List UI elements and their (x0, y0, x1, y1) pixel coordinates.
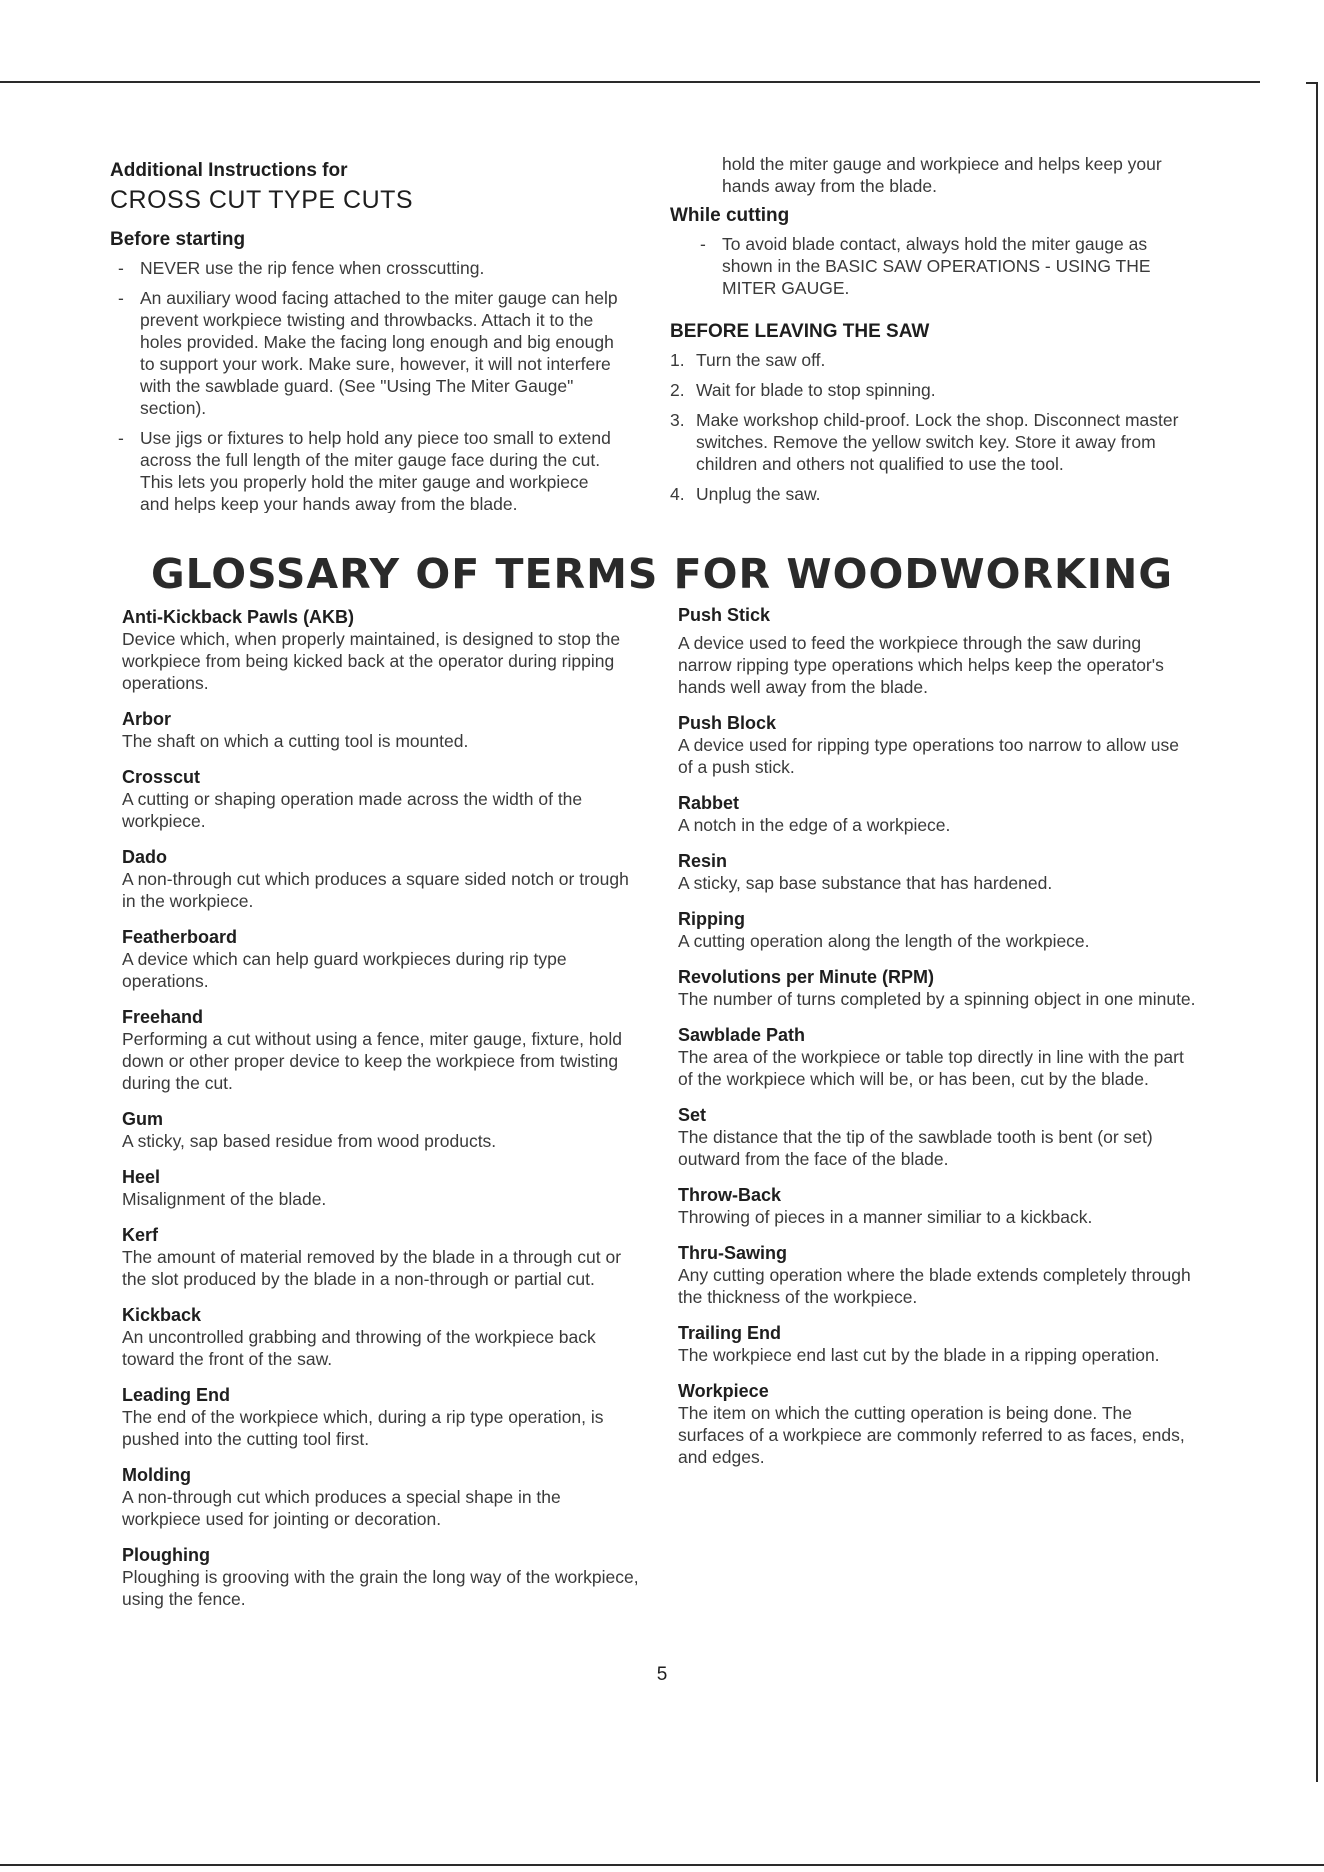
glossary-right-column (678, 604, 1198, 1482)
bottom-rule (0, 1864, 1324, 1866)
term-definition: The distance that the tip of the sawblade tooth is bent (or set) outward from the face of the blade. (678, 1127, 1153, 1169)
step-number: 1. (670, 350, 685, 370)
term-name: Workpiece (678, 1381, 769, 1401)
glossary-term (122, 926, 642, 992)
term-name: Ripping (678, 909, 745, 929)
term-name: Thru-Sawing (678, 1243, 787, 1263)
term-definition: The end of the workpiece which, during a rip type operation, is pushed into the cutting tool first. (122, 1407, 604, 1449)
glossary-term (678, 1104, 1198, 1170)
glossary-term (122, 1384, 642, 1450)
step-number: 3. (670, 410, 685, 430)
while-cutting-list (692, 233, 1190, 299)
glossary-term (678, 604, 1198, 698)
term-name: Crosscut (122, 767, 201, 787)
term-name: Heel (122, 1167, 161, 1187)
right-rule (1316, 82, 1318, 1782)
step-item (670, 409, 1190, 475)
glossary-title: GLOSSARY OF TERMS FOR WOODWORKING (150, 550, 1173, 598)
glossary-term (122, 1006, 642, 1094)
term-name: Freehand (122, 1007, 204, 1027)
step-text: Turn the saw off. (696, 350, 826, 370)
step-number: 4. (670, 484, 685, 504)
before-starting-item: - NEVER use the rip fence when crosscutting. (110, 257, 620, 279)
glossary-term (122, 1108, 642, 1152)
term-definition: A sticky, sap base substance that has hardened. (678, 873, 1053, 893)
term-definition: A device used to feed the workpiece through the saw during narrow ripping type operations which helps keep the operator's hands well away from the blade. (678, 633, 1164, 697)
term-definition: The workpiece end last cut by the blade in a ripping operation. (678, 1345, 1160, 1365)
term-definition: Device which, when properly maintained, is designed to stop the workpiece from being kicked back at the operator during ripping operations. (122, 629, 621, 693)
step-item (670, 349, 1190, 371)
term-name: Leading End (122, 1385, 230, 1405)
term-definition: The number of turns completed by a spinning object in one minute. (678, 989, 1196, 1009)
step-item (670, 379, 1190, 401)
glossary-term (678, 712, 1198, 778)
term-definition: Misalignment of the blade. (122, 1189, 327, 1209)
glossary-left-column (122, 606, 642, 1624)
glossary-term (122, 1166, 642, 1210)
term-name: Arbor (122, 709, 171, 729)
term-definition: A cutting operation along the length of the workpiece. (678, 931, 1090, 951)
term-definition: The item on which the cutting operation is being done. The surfaces of a workpiece are commonly referred to as faces, ends, and edges. (678, 1403, 1185, 1467)
term-definition: Throwing of pieces in a manner similiar to a kickback. (678, 1207, 1093, 1227)
step-item (670, 483, 1190, 505)
step-text: Wait for blade to stop spinning. (696, 380, 936, 400)
term-definition: A non-through cut which produces a square sided notch or trough in the workpiece. (122, 869, 629, 911)
page-number: 5 (656, 1664, 668, 1685)
term-definition: A non-through cut which produces a special shape in the workpiece used for jointing or decoration. (122, 1487, 561, 1529)
term-name: Set (678, 1105, 707, 1125)
term-definition: A device used for ripping type operations too narrow to allow use of a push stick. (678, 735, 1179, 777)
glossary-term (122, 1224, 642, 1290)
glossary-term (678, 1024, 1198, 1090)
term-definition: Performing a cut without using a fence, miter gauge, fixture, hold down or other proper device to keep the workpiece from twisting during the cut. (122, 1029, 622, 1093)
glossary-term (122, 846, 642, 912)
glossary-term (678, 908, 1198, 952)
glossary-term (678, 1242, 1198, 1308)
term-definition: A notch in the edge of a workpiece. (678, 815, 951, 835)
term-name: Resin (678, 851, 728, 871)
term-name: Molding (122, 1465, 191, 1485)
before-starting-list (110, 257, 620, 513)
top-rule (0, 81, 1260, 83)
glossary-term (678, 792, 1198, 836)
term-name: Rabbet (678, 793, 740, 813)
term-name: Ploughing (122, 1545, 210, 1565)
term-name: Anti-Kickback Pawls (AKB) (122, 607, 355, 627)
term-definition: A device which can help guard workpieces during rip type operations. (122, 949, 567, 991)
glossary-term (678, 1184, 1198, 1228)
glossary-term (122, 766, 642, 832)
term-definition: Ploughing is grooving with the grain the long way of the workpiece, using the fence. (122, 1567, 639, 1609)
jigs-continuation: hold the miter gauge and workpiece and helps keep your hands away from the blade. (722, 154, 1162, 196)
term-name: Dado (122, 847, 167, 867)
before-starting-item: - Use jigs or fixtures to help hold any piece too small to extend across the full length of the miter gauge face during the cut. This lets you properly hold the miter gauge and workpiece and helps keep your hands away from the blade. (110, 427, 620, 513)
glossary-term (678, 1380, 1198, 1468)
term-name: Gum (122, 1109, 164, 1129)
glossary-term (122, 1304, 642, 1370)
before-starting-item: - An auxiliary wood facing attached to the miter gauge can help prevent workpiece twisting and throwbacks. Attach it to the holes provided. Make the facing long enough and big enough to support your work. Make sure, however, it will not interfere with the sawblade guard. (See "Using The Miter Gauge" section). (110, 287, 620, 419)
crosscut-right-column (670, 153, 1190, 513)
term-definition: The shaft on which a cutting tool is mounted. (122, 731, 469, 751)
term-definition: A cutting or shaping operation made across the width of the workpiece. (122, 789, 583, 831)
before-starting-heading: Before starting (110, 229, 246, 250)
term-definition: The area of the workpiece or table top directly in line with the part of the workpiece which will be, or has been, cut by the blade. (678, 1047, 1184, 1089)
glossary-term (678, 966, 1198, 1010)
term-name: Throw-Back (678, 1185, 782, 1205)
before-leaving-heading: BEFORE LEAVING THE SAW (670, 321, 930, 342)
term-name: Featherboard (122, 927, 238, 947)
term-definition: An uncontrolled grabbing and throwing of the workpiece back toward the front of the saw. (122, 1327, 596, 1369)
glossary-term (678, 850, 1198, 894)
glossary-term (122, 1544, 642, 1610)
term-name: Kerf (122, 1225, 159, 1245)
term-name: Trailing End (678, 1323, 782, 1343)
term-name: Push Stick (678, 605, 771, 625)
term-name: Kickback (122, 1305, 202, 1325)
term-definition: The amount of material removed by the blade in a through cut or the slot produced by the blade in a non-through or partial cut. (122, 1247, 622, 1289)
term-name: Push Block (678, 713, 777, 733)
term-definition: Any cutting operation where the blade extends completely through the thickness of the workpiece. (678, 1265, 1191, 1307)
step-text: Unplug the saw. (696, 484, 821, 504)
glossary-term (122, 708, 642, 752)
while-cutting-item: - To avoid blade contact, always hold the miter gauge as shown in the BASIC SAW OPERATIONS - USING THE MITER GAUGE. (692, 233, 1190, 299)
step-number: 2. (670, 380, 685, 400)
term-name: Sawblade Path (678, 1025, 806, 1045)
crosscut-heading: CROSS CUT TYPE CUTS (110, 186, 414, 214)
glossary-term (122, 1464, 642, 1530)
term-name: Revolutions per Minute (RPM) (678, 967, 934, 987)
before-leaving-steps (670, 349, 1190, 505)
step-text: Make workshop child-proof. Lock the shop. Disconnect master switches. Remove the yellow switch key. Store it away from children and others not qualified to use the tool. (696, 410, 1179, 474)
term-definition: A sticky, sap based residue from wood products. (122, 1131, 497, 1151)
while-cutting-heading: While cutting (670, 205, 790, 226)
glossary-term (122, 606, 642, 694)
crosscut-left-column (110, 160, 620, 521)
glossary-term (678, 1322, 1198, 1366)
crosscut-preheading: Additional Instructions for (110, 160, 348, 181)
